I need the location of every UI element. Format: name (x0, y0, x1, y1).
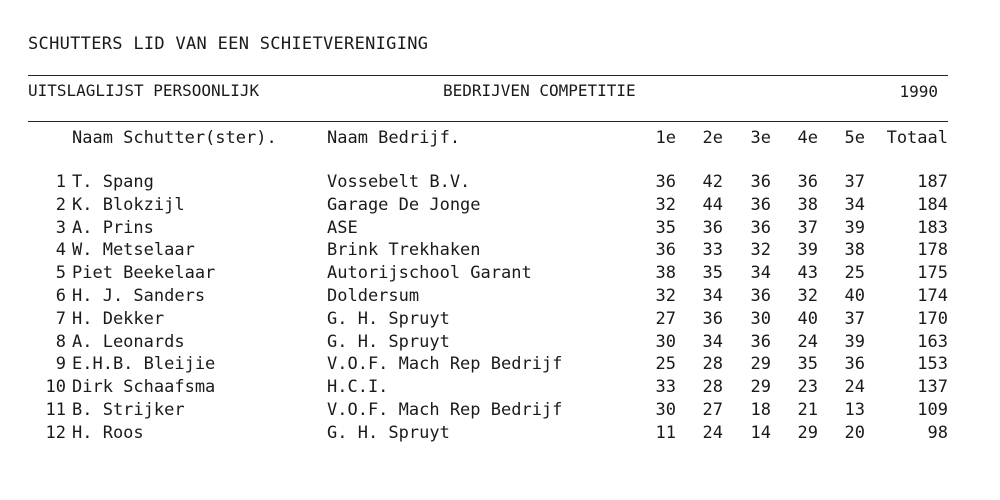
rank: 10 (45, 377, 66, 398)
shooter-name: H. Roos (72, 422, 144, 443)
column-header-s2: 2e (702, 128, 723, 148)
total-score: 175 (917, 263, 948, 284)
competition-title: BEDRIJVEN COMPETITIE (443, 81, 636, 100)
table-row (0, 195, 1000, 218)
table-row (0, 332, 1000, 355)
score-5: 25 (844, 263, 865, 284)
score-1: 33 (655, 377, 676, 398)
table-row (0, 309, 1000, 332)
rank: 9 (55, 354, 66, 375)
shooter-name: W. Metselaar (72, 240, 195, 261)
header-rule (28, 121, 948, 122)
score-5: 20 (844, 422, 865, 443)
score-4: 36 (797, 172, 818, 192)
results-table (0, 172, 1000, 446)
company-name: Autorijschool Garant (327, 263, 532, 284)
score-1: 30 (655, 399, 676, 420)
total-score: 163 (917, 331, 948, 352)
score-2: 33 (702, 240, 723, 261)
score-3: 36 (750, 285, 771, 306)
score-4: 21 (797, 399, 818, 420)
score-5: 13 (844, 399, 865, 420)
score-2: 36 (702, 308, 723, 329)
list-title: UITSLAGLIJST PERSOONLIJK (28, 81, 260, 100)
column-header-s4: 4e (797, 128, 818, 148)
column-header-total: Totaal (886, 128, 948, 148)
score-4: 40 (797, 308, 818, 329)
shooter-name: T. Spang (72, 172, 154, 192)
table-row (0, 218, 1000, 241)
company-name: ASE (327, 217, 358, 238)
rank: 3 (55, 217, 66, 238)
rank: 2 (55, 194, 66, 215)
shooter-name: A. Prins (72, 217, 154, 238)
score-3: 34 (750, 263, 771, 284)
score-3: 29 (750, 354, 771, 375)
rank: 12 (45, 422, 66, 443)
score-1: 32 (655, 285, 676, 306)
total-score: 98 (927, 422, 948, 443)
total-score: 170 (917, 308, 948, 329)
total-score: 174 (917, 285, 948, 306)
company-name: Vossebelt B.V. (327, 172, 471, 192)
company-name: G. H. Spruyt (327, 422, 450, 443)
score-2: 34 (702, 285, 723, 306)
top-rule (28, 75, 948, 76)
company-name: H.C.I. (327, 377, 389, 398)
score-5: 24 (844, 377, 865, 398)
company-name: Doldersum (327, 285, 420, 306)
score-4: 32 (797, 285, 818, 306)
table-row (0, 240, 1000, 263)
score-4: 35 (797, 354, 818, 375)
company-name: G. H. Spruyt (327, 331, 450, 352)
shooter-name: A. Leonards (72, 331, 185, 352)
shooter-name: H. J. Sanders (72, 285, 206, 306)
shooter-name: Dirk Schaafsma (72, 377, 216, 398)
score-3: 36 (750, 217, 771, 238)
score-3: 30 (750, 308, 771, 329)
score-4: 24 (797, 331, 818, 352)
rank: 11 (45, 399, 66, 420)
company-name: V.O.F. Mach Rep Bedrijf (327, 354, 563, 375)
score-3: 18 (750, 399, 771, 420)
score-3: 36 (750, 172, 771, 192)
score-4: 23 (797, 377, 818, 398)
score-3: 29 (750, 377, 771, 398)
column-header-name: Naam Schutter(ster). (72, 128, 277, 148)
score-2: 44 (702, 194, 723, 215)
shooter-name: Piet Beekelaar (72, 263, 216, 284)
column-header-company: Naam Bedrijf. (327, 128, 461, 148)
score-5: 40 (844, 285, 865, 306)
score-2: 42 (702, 172, 723, 192)
column-header-s1: 1e (655, 128, 676, 148)
company-name: G. H. Spruyt (327, 308, 450, 329)
table-row (0, 172, 1000, 195)
score-2: 36 (702, 217, 723, 238)
score-4: 29 (797, 422, 818, 443)
column-header-s5: 5e (844, 128, 865, 148)
total-score: 137 (917, 377, 948, 398)
score-1: 30 (655, 331, 676, 352)
shooter-name: K. Blokzijl (72, 194, 185, 215)
year-label: 1990 (899, 82, 938, 101)
rank: 6 (55, 285, 66, 306)
score-5: 38 (844, 240, 865, 261)
score-2: 34 (702, 331, 723, 352)
score-2: 27 (702, 399, 723, 420)
score-5: 39 (844, 217, 865, 238)
rank: 5 (55, 263, 66, 284)
total-score: 109 (917, 399, 948, 420)
score-5: 39 (844, 331, 865, 352)
score-4: 37 (797, 217, 818, 238)
score-1: 38 (655, 263, 676, 284)
total-score: 183 (917, 217, 948, 238)
table-row (0, 377, 1000, 400)
score-1: 36 (655, 240, 676, 261)
score-3: 36 (750, 194, 771, 215)
company-name: Brink Trekhaken (327, 240, 481, 261)
table-row (0, 400, 1000, 423)
score-4: 38 (797, 194, 818, 215)
score-2: 28 (702, 377, 723, 398)
score-3: 14 (750, 422, 771, 443)
shooter-name: H. Dekker (72, 308, 165, 329)
score-1: 35 (655, 217, 676, 238)
score-1: 36 (655, 172, 676, 192)
organisation-title: SCHUTTERS LID VAN EEN SCHIETVERENIGING (28, 34, 429, 54)
score-5: 37 (844, 172, 865, 192)
score-1: 25 (655, 354, 676, 375)
total-score: 184 (917, 194, 948, 215)
score-4: 39 (797, 240, 818, 261)
company-name: Garage De Jonge (327, 194, 481, 215)
rank: 4 (55, 240, 66, 261)
score-2: 28 (702, 354, 723, 375)
score-5: 34 (844, 194, 865, 215)
score-4: 43 (797, 263, 818, 284)
column-header-s3: 3e (750, 128, 771, 148)
score-1: 32 (655, 194, 676, 215)
score-3: 36 (750, 331, 771, 352)
table-row (0, 423, 1000, 446)
score-3: 32 (750, 240, 771, 261)
rank: 1 (55, 172, 66, 192)
total-score: 153 (917, 354, 948, 375)
table-row (0, 286, 1000, 309)
table-row (0, 354, 1000, 377)
table-row (0, 263, 1000, 286)
score-5: 36 (844, 354, 865, 375)
company-name: V.O.F. Mach Rep Bedrijf (327, 399, 563, 420)
score-2: 35 (702, 263, 723, 284)
score-1: 27 (655, 308, 676, 329)
shooter-name: B. Strijker (72, 399, 185, 420)
total-score: 178 (917, 240, 948, 261)
rank: 8 (55, 331, 66, 352)
total-score: 187 (917, 172, 948, 192)
score-1: 11 (655, 422, 676, 443)
score-2: 24 (702, 422, 723, 443)
shooter-name: E.H.B. Bleijie (72, 354, 216, 375)
rank: 7 (55, 308, 66, 329)
score-5: 37 (844, 308, 865, 329)
